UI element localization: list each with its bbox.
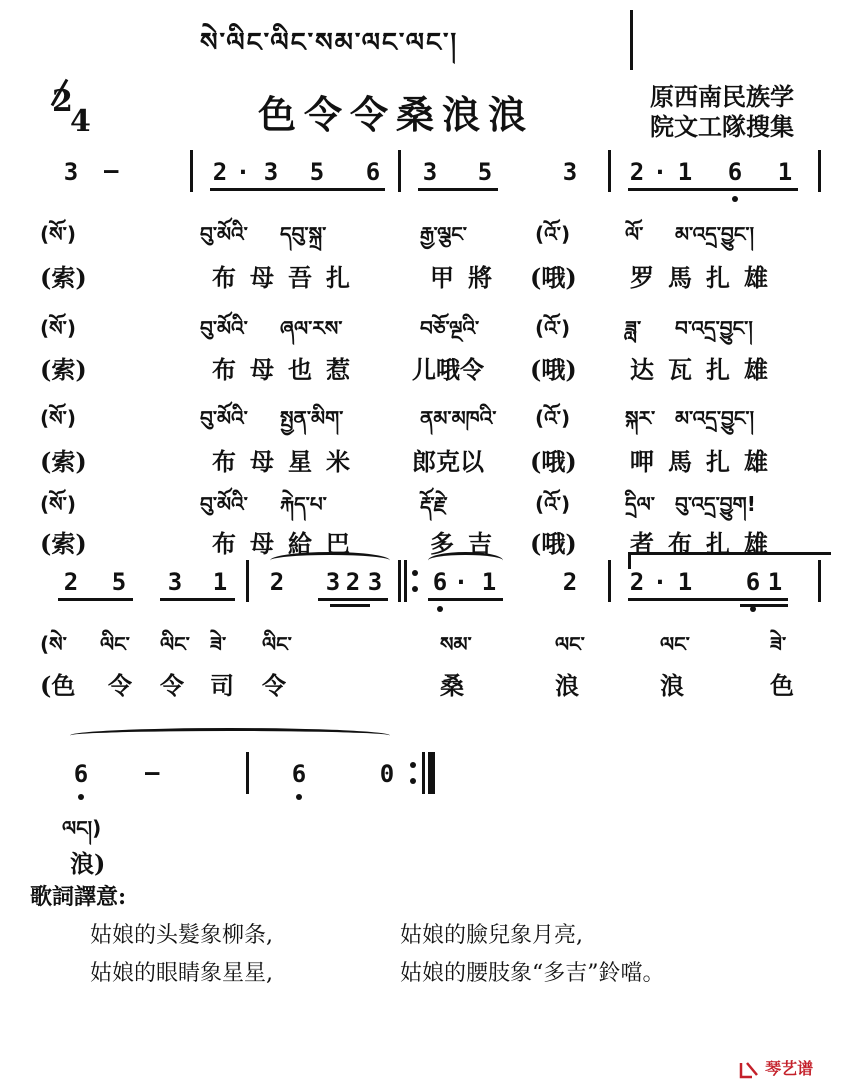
note: 3: [167, 568, 183, 596]
verse-tib: བུ་མོའི་: [200, 316, 248, 340]
verse-tib: ཞལ་རས་: [280, 316, 343, 340]
verse-chi: 布母也惹: [212, 355, 364, 384]
note: 3: [422, 158, 438, 186]
dash: —: [104, 156, 119, 184]
tibetan-title: སེ་ལིང་ལིང་སམ་ལང་ལང་།: [200, 28, 459, 58]
refrain-chi: (色: [40, 671, 76, 700]
verse-tib: ལོ་: [625, 222, 644, 246]
underline: [160, 598, 235, 601]
note: 1: [777, 158, 793, 186]
note: 1: [481, 568, 497, 596]
underline: [318, 598, 388, 601]
verse-tib-prefix: (སོ་): [40, 316, 76, 340]
underline: [428, 598, 503, 601]
verse-tib: རྒྱ་ལྕང་: [420, 222, 467, 246]
verse-tib-prefix: (སོ་): [40, 492, 76, 516]
bar-line: [246, 560, 249, 602]
note: 6: [745, 568, 761, 596]
verse-tib: ནམ་མཁའི་: [420, 406, 497, 430]
note-dot: ·: [652, 158, 668, 186]
bar-line: [190, 150, 193, 192]
repeat-bar: [404, 560, 407, 602]
translation-line: 姑娘的头髮象柳条,: [90, 923, 273, 948]
note: 1: [212, 568, 228, 596]
octave-dot: [78, 794, 84, 800]
verse-chi: (哦): [530, 447, 577, 476]
refrain-tib: ལང་: [555, 632, 585, 656]
note: 6: [727, 158, 743, 186]
verse-chi: (索): [40, 263, 87, 292]
verse-tib: རྐེད་པ་: [280, 492, 327, 516]
note: 5: [111, 568, 127, 596]
bar-line: [398, 150, 401, 192]
bar-line: [818, 560, 821, 602]
note: 6: [365, 158, 381, 186]
bar-line: [398, 560, 401, 602]
refrain-tib: སམ་: [440, 632, 472, 656]
note: 1: [767, 568, 783, 596]
verse-tib: མ་འདྲ་བྱུང་།: [675, 222, 755, 246]
note: 2: [345, 568, 361, 596]
qin-logo-icon: [738, 1060, 760, 1080]
note-dot: ·: [652, 568, 668, 596]
slur: [428, 552, 503, 569]
note-dot: ·: [235, 158, 251, 186]
bar-line: [608, 150, 611, 192]
translation-line: 姑娘的臉兒象月亮,: [400, 923, 583, 948]
note: 2: [269, 568, 285, 596]
end-bar-thin: [422, 752, 425, 794]
verse-chi: 罗馬扎雄: [630, 263, 782, 292]
verse-tib: སྤྱན་མིག་: [280, 406, 344, 430]
note: 2: [212, 158, 228, 186]
repeat-dot: [410, 762, 416, 768]
verse-chi: 甲將: [430, 263, 506, 292]
credit-line-2: 院文工隊搜集: [650, 112, 794, 141]
refrain-chi: 色: [770, 671, 794, 700]
refrain-chi: 令: [108, 671, 132, 700]
verse-tib: (འོ་): [535, 222, 571, 246]
verse-tib: མ་འདྲ་བྱུང་།: [675, 406, 755, 430]
underline: [628, 188, 798, 191]
octave-dot: [732, 196, 738, 202]
note: 3: [63, 158, 79, 186]
verse-tib-prefix: (སོ་): [40, 406, 76, 430]
verse-tib: བུ་མོའི་: [200, 222, 248, 246]
phrase-line: [628, 552, 831, 569]
underline: [210, 188, 385, 191]
note: 1: [677, 568, 693, 596]
meter-denominator: 4: [70, 104, 91, 139]
watermark: [738, 1056, 813, 1080]
refrain-chi: 令: [160, 671, 184, 700]
verse-tib: བུ་འདྲ་བྱུག!: [675, 492, 756, 516]
translation-heading: 歌詞譯意:: [30, 884, 127, 910]
final-chi: 浪): [70, 849, 106, 878]
verse-chi: (哦): [530, 263, 577, 292]
note: 5: [477, 158, 493, 186]
refrain-chi: 令: [262, 671, 286, 700]
bar-line: [608, 560, 611, 602]
underline: [628, 598, 788, 601]
refrain-tib: ལིང་: [100, 632, 130, 656]
watermark-text: 琴艺谱: [765, 1059, 814, 1078]
verse-tib: བ་འདྲ་བྱུང་།: [675, 316, 753, 340]
dash: —: [145, 758, 160, 786]
note: 3: [263, 158, 279, 186]
repeat-dot: [410, 778, 416, 784]
verse-chi: 郎克以: [412, 447, 484, 476]
note: 6: [432, 568, 448, 596]
refrain-tib: ལང་: [660, 632, 690, 656]
slur: [70, 728, 390, 743]
refrain-chi: 浪: [660, 671, 684, 700]
underline: [58, 598, 133, 601]
verse-tib: (འོ་): [535, 492, 571, 516]
note: 3: [325, 568, 341, 596]
verse-tib: རྡོ་རྗེ་: [420, 492, 448, 516]
verse-chi: 布母吾扎: [212, 263, 364, 292]
verse-tib: བཅོ་ལྔའི་: [420, 316, 480, 340]
verse-tib: དྲིལ་: [625, 492, 655, 516]
note: 1: [677, 158, 693, 186]
verse-chi: (哦): [530, 529, 577, 558]
verse-tib-prefix: (སོ་): [40, 222, 76, 246]
title-bar: [630, 10, 633, 70]
refrain-tib: ལིང་: [262, 632, 292, 656]
end-bar-thick: [428, 752, 435, 794]
verse-chi: (索): [40, 355, 87, 384]
note: 6: [291, 760, 307, 788]
underline-double: [740, 604, 788, 607]
note: 2: [629, 158, 645, 186]
refrain-tib: ཟེ་: [770, 632, 787, 656]
verse-chi: 儿哦令: [412, 355, 484, 384]
refrain-tib: ཟེ་: [210, 632, 227, 656]
note: 6: [73, 760, 89, 788]
note: 2: [562, 568, 578, 596]
note: 3: [367, 568, 383, 596]
refrain-chi: 司: [210, 671, 234, 700]
note: 2: [63, 568, 79, 596]
verse-tib: དབུ་སྐྲ་: [280, 222, 327, 246]
note: 0: [379, 760, 395, 788]
note: 2: [629, 568, 645, 596]
translation-line: 姑娘的腰肢象“多吉”鈴噹。: [400, 961, 665, 986]
verse-tib: (འོ་): [535, 406, 571, 430]
underline-double: [330, 604, 370, 607]
underline: [418, 188, 498, 191]
octave-dot: [296, 794, 302, 800]
bar-line: [246, 752, 249, 794]
verse-tib: བུ་མོའི་: [200, 492, 248, 516]
verse-chi: 呷馬扎雄: [630, 447, 782, 476]
verse-chi: 者布扎雄: [630, 529, 782, 558]
verse-tib: སྐར་: [625, 406, 656, 430]
note-dot: ·: [453, 568, 469, 596]
note: 3: [562, 158, 578, 186]
translation-line: 姑娘的眼睛象星星,: [90, 961, 273, 986]
verse-tib: བུ་མོའི་: [200, 406, 248, 430]
verse-tib: ཟླ་: [625, 316, 642, 340]
verse-chi: (哦): [530, 355, 577, 384]
verse-tib: (འོ་): [535, 316, 571, 340]
repeat-dot: [412, 570, 418, 576]
refrain-tib: ལིང་: [160, 632, 190, 656]
credit-line-1: 原西南民族学: [650, 82, 794, 111]
bar-line: [818, 150, 821, 192]
verse-chi: (索): [40, 529, 87, 558]
refrain-chi: 浪: [555, 671, 579, 700]
verse-chi: 布母給巴: [212, 529, 364, 558]
verse-chi: 达瓦扎雄: [630, 355, 782, 384]
verse-chi: 布母星米: [212, 447, 364, 476]
final-tib: ལང།): [62, 816, 102, 840]
slur: [270, 552, 390, 569]
refrain-chi: 桑: [440, 671, 464, 700]
refrain-tib: (སེ་: [40, 632, 67, 656]
note: 5: [309, 158, 325, 186]
meter-numerator: 2: [52, 84, 73, 119]
repeat-dot: [412, 586, 418, 592]
song-title: 色令令桑浪浪: [258, 92, 535, 137]
verse-chi: (索): [40, 447, 87, 476]
octave-dot: [437, 606, 443, 612]
verse-chi: 多吉: [430, 529, 506, 558]
